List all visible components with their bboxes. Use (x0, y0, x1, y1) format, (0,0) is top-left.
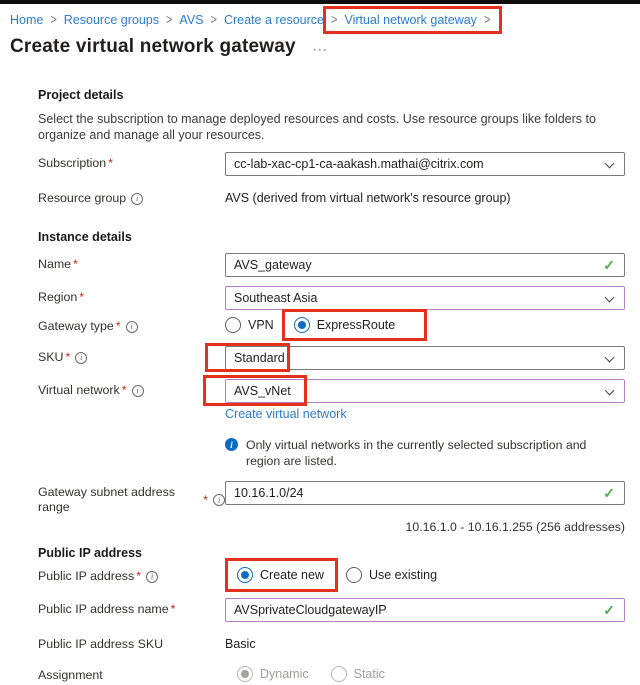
required-marker: * (65, 350, 71, 364)
radio-option-label: Create new (260, 567, 324, 582)
sku-dropdown[interactable] (225, 346, 625, 370)
breadcrumb-separator: > (210, 12, 217, 28)
breadcrumb-separator: > (165, 12, 173, 28)
required-marker: * (136, 569, 142, 583)
sku-label: SKU * i (38, 346, 225, 365)
assignment-option-dynamic (237, 666, 309, 682)
breadcrumb-separator: > (331, 12, 338, 28)
breadcrumb (0, 4, 640, 27)
create-virtual-network-link[interactable]: Create virtual network (225, 407, 347, 421)
chevron-down-icon (605, 353, 615, 363)
page-title: Create virtual network gateway (10, 36, 296, 57)
breadcrumb-avs[interactable]: AVS (179, 13, 204, 27)
valid-check-icon: ✓ (603, 485, 615, 501)
public-ip-option-create-new[interactable] (237, 567, 324, 583)
breadcrumb-separator: > (483, 12, 491, 28)
public-ip-option-use-existing[interactable] (346, 567, 437, 583)
required-marker: * (115, 319, 121, 333)
virtual-network-value: AVS_vNet (234, 384, 291, 398)
subscription-value: cc-lab-xac-cp1-ca-aakash.mathai@citrix.com (234, 157, 484, 171)
region-value: Southeast Asia (234, 291, 318, 305)
project-details-heading: Project details (38, 88, 124, 102)
required-marker: * (203, 492, 208, 507)
required-marker: * (121, 383, 127, 397)
chevron-down-icon (605, 386, 615, 396)
gateway-subnet-input[interactable] (225, 481, 625, 505)
info-icon[interactable]: i (132, 385, 144, 397)
public-ip-name-label: Public IP address name * (38, 602, 176, 616)
breadcrumb-highlight-group (331, 13, 490, 27)
gateway-subnet-helper-text: 10.16.1.0 - 10.16.1.255 (256 addresses) (405, 520, 625, 534)
public-ip-heading: Public IP address (38, 546, 142, 560)
gateway-type-option-expressroute[interactable] (294, 317, 396, 333)
radio-disabled-selected-icon (237, 666, 253, 682)
required-marker: * (108, 156, 114, 170)
name-value: AVS_gateway (234, 258, 312, 272)
virtual-network-note (225, 437, 611, 469)
public-ip-name-value: AVSprivateCloudgatewayIP (234, 603, 387, 617)
required-marker: * (79, 290, 85, 304)
radio-option-label: VPN (248, 317, 274, 332)
gateway-type-option-vpn[interactable] (225, 317, 274, 333)
info-icon[interactable]: i (146, 571, 158, 583)
info-filled-icon: i (225, 438, 238, 451)
subscription-dropdown[interactable] (225, 152, 625, 176)
public-ip-sku-value: Basic (225, 637, 256, 651)
region-label: Region * (38, 290, 85, 304)
chevron-down-icon (605, 293, 615, 303)
instance-details-heading: Instance details (38, 230, 132, 244)
radio-option-label: Use existing (368, 567, 438, 582)
chevron-down-icon (605, 159, 615, 169)
info-icon[interactable]: i (126, 321, 138, 333)
required-marker: * (73, 257, 78, 271)
breadcrumb-virtual-network-gateway[interactable]: Virtual network gateway (344, 13, 477, 27)
more-menu-button[interactable]: ··· (312, 42, 328, 56)
public-ip-sku-label: Public IP address SKU (38, 637, 164, 651)
name-input[interactable] (225, 253, 625, 277)
breadcrumb-separator: > (50, 12, 57, 28)
info-icon[interactable]: i (75, 352, 87, 364)
resource-group-value: AVS (derived from virtual network's resource group) (225, 191, 511, 205)
subscription-label: Subscription * (38, 156, 114, 170)
resource-group-label: Resource group i (38, 187, 225, 206)
radio-option-label: Dynamic (260, 666, 309, 681)
public-ip-name-input[interactable] (225, 598, 625, 622)
radio-selected-icon (237, 567, 253, 583)
radio-unselected-icon (225, 317, 241, 333)
valid-check-icon: ✓ (603, 257, 615, 273)
info-icon[interactable]: i (213, 494, 225, 506)
project-details-description: Select the subscription to manage deployed resources and costs. Use resource groups like folders to organize and manage all your resources. (38, 112, 596, 142)
assignment-option-static (331, 666, 385, 682)
radio-disabled-icon (331, 666, 347, 682)
gateway-type-label: Gateway type * i (38, 315, 225, 334)
radio-option-label: Static (353, 666, 385, 681)
public-ip-label: Public IP address * i (38, 565, 225, 584)
sku-value: Standard (234, 351, 285, 365)
breadcrumb-resource-groups[interactable]: Resource groups (63, 13, 159, 27)
info-icon[interactable]: i (131, 193, 143, 205)
breadcrumb-create-a-resource[interactable]: Create a resource (223, 13, 325, 27)
radio-selected-icon (294, 317, 310, 333)
valid-check-icon: ✓ (603, 602, 615, 618)
radio-unselected-icon (346, 567, 362, 583)
assignment-label: Assignment (38, 668, 103, 682)
gateway-subnet-label: Gateway subnet address range * i (38, 481, 225, 515)
virtual-network-note-text: Only virtual networks in the currently selected subscription and region are listed. (246, 438, 587, 468)
radio-option-label: ExpressRoute (316, 317, 396, 332)
required-marker: * (170, 602, 176, 616)
virtual-network-label: Virtual network * i (38, 379, 225, 398)
name-label: Name * (38, 257, 78, 271)
virtual-network-dropdown[interactable] (225, 379, 625, 403)
breadcrumb-home[interactable]: Home (10, 13, 44, 27)
gateway-subnet-value: 10.16.1.0/24 (234, 486, 304, 500)
region-dropdown[interactable] (225, 286, 625, 310)
